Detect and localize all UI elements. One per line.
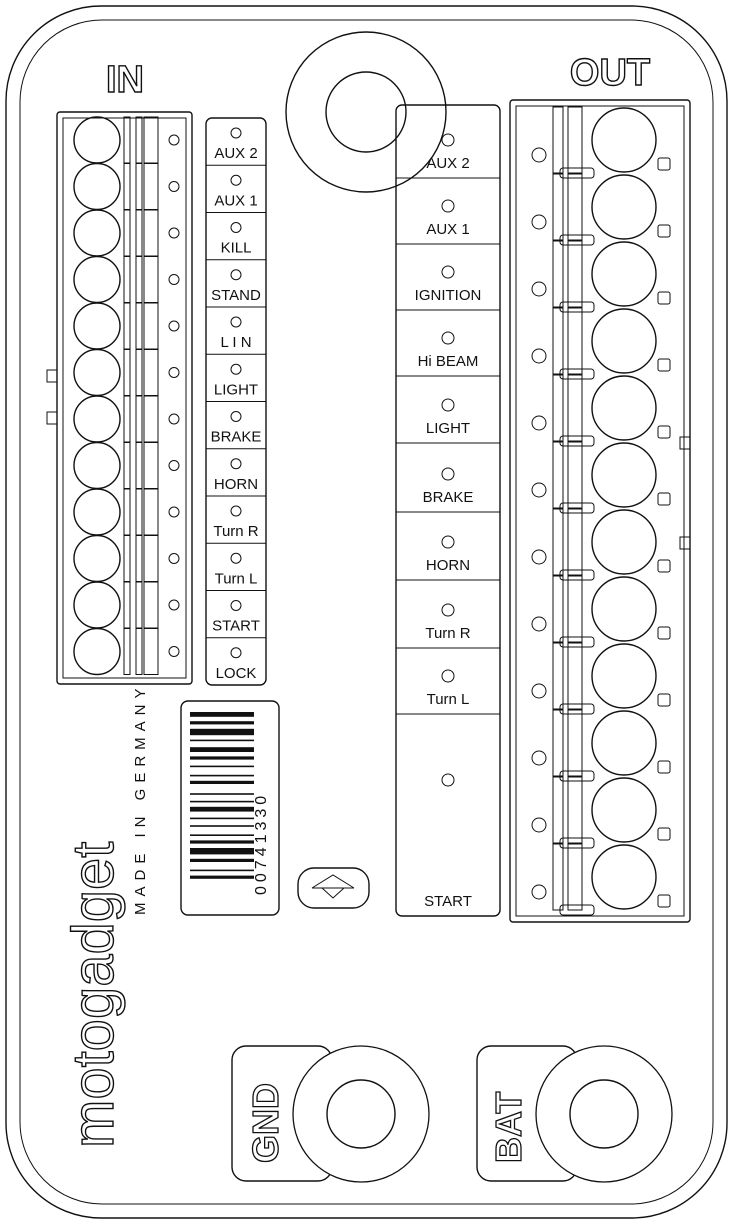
out-pin [532, 442, 670, 513]
out-led [442, 670, 454, 682]
out-led [442, 399, 454, 411]
barcode-bar [190, 775, 254, 777]
barcode-bars [190, 712, 254, 879]
in-pin [74, 303, 179, 349]
in-led [231, 175, 241, 185]
out-channel-label: HORN [425, 557, 471, 574]
out-led [442, 134, 454, 146]
in-led [231, 459, 241, 469]
made-in-germany: MADE IN GERMANY [132, 682, 149, 915]
brand-block [61, 682, 149, 1148]
out-pin [532, 375, 670, 446]
barcode-bar [190, 807, 254, 812]
mounting-boss-top [286, 32, 446, 192]
barcode-bar [190, 848, 254, 854]
in-connector [47, 112, 192, 684]
bat-terminal [477, 1046, 672, 1182]
barcode-bar [190, 747, 254, 752]
in-led [231, 223, 241, 233]
in-pin [74, 257, 179, 303]
out-led [442, 536, 454, 548]
out-led [442, 604, 454, 616]
in-led [231, 128, 241, 138]
out-pin [532, 107, 670, 178]
in-pin [74, 396, 179, 442]
out-pin [532, 777, 670, 848]
barcode-label [181, 701, 279, 915]
in-led [231, 412, 241, 422]
out-channel-label: Turn L [426, 691, 470, 708]
in-pin [74, 164, 179, 210]
out-pin [532, 241, 670, 312]
in-channel-label: LOCK [215, 664, 257, 682]
bat-label: BAT [488, 1091, 529, 1163]
in-pin [74, 210, 179, 256]
barcode-bar [190, 876, 254, 879]
out-channel-label: IGNITION [414, 287, 482, 304]
in-led [231, 601, 241, 611]
in-led [231, 648, 241, 658]
barcode-bar [190, 870, 254, 872]
in-led [231, 506, 241, 516]
barcode-bar [190, 756, 254, 759]
out-led [442, 200, 454, 212]
out-channel-label: BRAKE [422, 489, 474, 506]
barcode-bar [190, 740, 254, 742]
out-led [442, 332, 454, 344]
in-channel-label: KILL [220, 239, 252, 257]
in-channel-label: AUX 2 [214, 145, 258, 162]
barcode-bar [190, 818, 254, 820]
in-channel-label: L I N [220, 334, 252, 351]
out-channel-label: LIGHT [425, 420, 471, 437]
in-label-panel [206, 118, 266, 685]
barcode-bar [190, 793, 254, 795]
in-led [231, 317, 241, 327]
barcode-bar [190, 834, 254, 836]
out-led [442, 774, 454, 786]
out-pin [532, 643, 670, 714]
in-pin [74, 350, 179, 396]
in-pin [74, 489, 179, 535]
barcode-bar [190, 721, 254, 724]
in-pin [74, 629, 179, 675]
in-channel-label: STAND [211, 286, 261, 304]
in-channel-label: LIGHT [213, 381, 259, 399]
barcode-bar [190, 729, 254, 735]
out-label-panel [396, 105, 500, 916]
in-channel-label: START [212, 617, 260, 635]
out-led [442, 468, 454, 480]
out-channel-label: Hi BEAM [417, 353, 479, 370]
out-pin [532, 710, 670, 781]
out-pin [532, 844, 670, 915]
barcode-bar [190, 712, 254, 717]
out-connector [510, 100, 690, 922]
in-led [231, 270, 241, 280]
in-pin [74, 117, 179, 163]
out-channel-label: AUX 2 [426, 155, 470, 172]
barcode-bar [190, 825, 254, 827]
symbol-badge [298, 868, 369, 908]
gnd-terminal [232, 1046, 429, 1182]
in-led [231, 553, 241, 563]
brand-logo: motogadget [61, 841, 126, 1148]
in-header: IN [106, 59, 144, 101]
out-pin [532, 509, 670, 580]
barcode-bar [190, 766, 254, 768]
out-pin [532, 308, 670, 379]
out-pin [532, 174, 670, 245]
barcode-bar [190, 840, 254, 843]
serial-number: 00741330 [253, 791, 270, 895]
out-pin [532, 576, 670, 647]
barcode-bar [190, 859, 254, 862]
out-pins [532, 107, 670, 915]
out-channel-label: AUX 1 [426, 221, 470, 238]
in-led [231, 364, 241, 374]
in-channel-label: Turn R [213, 523, 259, 540]
in-channel-label: Turn L [214, 570, 258, 588]
in-pin [74, 536, 179, 582]
barcode-bar [190, 801, 254, 803]
out-channel-label: Turn R [425, 625, 471, 642]
in-channel-label: BRAKE [210, 428, 262, 446]
out-led [442, 266, 454, 278]
in-pins [74, 117, 179, 675]
barcode-bar [190, 781, 254, 784]
gnd-label: GND [245, 1083, 286, 1163]
in-channel-label: HORN [213, 475, 259, 493]
in-pin [74, 582, 179, 628]
in-pin [74, 443, 179, 489]
out-channel-label: START [424, 893, 472, 910]
out-header: OUT [569, 52, 651, 94]
in-channel-label: AUX 1 [214, 192, 258, 210]
